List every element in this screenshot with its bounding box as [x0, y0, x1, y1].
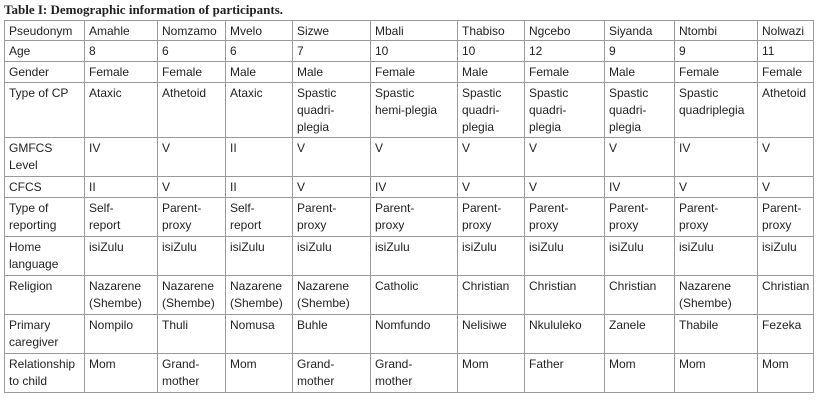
table-cell: isiZulu [226, 237, 293, 276]
table-cell: V [758, 177, 814, 198]
row-label: Gender [5, 62, 85, 83]
table-cell: Ataxic [226, 83, 293, 138]
table-cell: Spastic quadri- plegia [458, 83, 525, 138]
table-cell: Grand- mother [293, 354, 371, 393]
table-cell: Nazarene (Shembe) [675, 276, 758, 315]
table-cell: Athetoid [158, 83, 226, 138]
row-label: CFCS [5, 177, 85, 198]
table-cell: Nomfundo [371, 315, 458, 354]
table-cell: Self- report [85, 198, 158, 237]
table-cell: V [525, 177, 605, 198]
table-cell: 9 [605, 41, 675, 62]
table-row [5, 276, 814, 315]
demographics-table [4, 20, 814, 393]
table-cell: Parent- proxy [758, 198, 814, 237]
table-cell: isiZulu [293, 237, 371, 276]
table-cell: Spastic quadriplegia [675, 83, 758, 138]
table-cell: isiZulu [605, 237, 675, 276]
table-cell: Ntombi [675, 21, 758, 41]
table-cell: V [605, 138, 675, 177]
table-cell: Nazarene (Shembe) [85, 276, 158, 315]
table-cell: Parent- proxy [458, 198, 525, 237]
table-cell: IV [675, 138, 758, 177]
row-label: Relationship to child [5, 354, 85, 393]
table-cell: Parent- proxy [605, 198, 675, 237]
table-cell: Mom [758, 354, 814, 393]
table-row [5, 354, 814, 393]
row-label: Age [5, 41, 85, 62]
table-cell: II [226, 138, 293, 177]
table-cell: IV [371, 177, 458, 198]
table-cell: Female [158, 62, 226, 83]
table-cell: V [158, 177, 226, 198]
table-row [5, 198, 814, 237]
table-cell: Mvelo [226, 21, 293, 41]
table-cell: Spastic hemi-plegia [371, 83, 458, 138]
table-cell: Parent- proxy [525, 198, 605, 237]
table-cell: Mom [85, 354, 158, 393]
table-cell: Athetoid [758, 83, 814, 138]
table-cell: Male [458, 62, 525, 83]
table-row [5, 62, 814, 83]
table-cell: 11 [758, 41, 814, 62]
row-label: Type of CP [5, 83, 85, 138]
table-cell: 6 [158, 41, 226, 62]
table-cell: Nazarene (Shembe) [158, 276, 226, 315]
table-cell: Fezeka [758, 315, 814, 354]
table-cell: Sizwe [293, 21, 371, 41]
table-row [5, 177, 814, 198]
table-caption: Table I: Demographic information of participants. [4, 2, 284, 17]
row-label: Primary caregiver [5, 315, 85, 354]
table-cell: Parent- proxy [293, 198, 371, 237]
table-cell: 10 [371, 41, 458, 62]
table-cell: 7 [293, 41, 371, 62]
table-cell: V [675, 177, 758, 198]
table-cell: Mom [226, 354, 293, 393]
table-cell: 10 [458, 41, 525, 62]
table-cell: Female [525, 62, 605, 83]
table-cell: Nomzamo [158, 21, 226, 41]
table-row [5, 138, 814, 177]
table-row [5, 315, 814, 354]
row-label: Home language [5, 237, 85, 276]
table-cell: Catholic [371, 276, 458, 315]
table-cell: 9 [675, 41, 758, 62]
table-cell: Male [605, 62, 675, 83]
table-cell: Christian [525, 276, 605, 315]
table-cell: Nelisiwe [458, 315, 525, 354]
table-cell: isiZulu [758, 237, 814, 276]
row-label: GMFCS Level [5, 138, 85, 177]
table-cell: Mbali [371, 21, 458, 41]
table-cell: II [85, 177, 158, 198]
table-cell: Spastic quadri- plegia [293, 83, 371, 138]
table-cell: Ataxic [85, 83, 158, 138]
table-cell: isiZulu [675, 237, 758, 276]
table-cell: Christian [758, 276, 814, 315]
table-row [5, 237, 814, 276]
row-label: Religion [5, 276, 85, 315]
table-cell: 6 [226, 41, 293, 62]
table-cell: Thuli [158, 315, 226, 354]
table-cell: Buhle [293, 315, 371, 354]
table-cell: Thabiso [458, 21, 525, 41]
table-cell: IV [605, 177, 675, 198]
table-cell: Mom [675, 354, 758, 393]
table-cell: Self- report [226, 198, 293, 237]
table-cell: Nkululeko [525, 315, 605, 354]
table-cell: Ngcebo [525, 21, 605, 41]
table-row [5, 41, 814, 62]
table-cell: Male [293, 62, 371, 83]
table-cell: II [226, 177, 293, 198]
table-cell: isiZulu [525, 237, 605, 276]
table-cell: Parent- proxy [371, 198, 458, 237]
table-cell: Father [525, 354, 605, 393]
table-cell: Christian [458, 276, 525, 315]
table-cell: isiZulu [371, 237, 458, 276]
table-cell: 8 [85, 41, 158, 62]
table-cell: Nompilo [85, 315, 158, 354]
table-cell: V [758, 138, 814, 177]
table-cell: Female [371, 62, 458, 83]
table-cell: isiZulu [458, 237, 525, 276]
table-cell: 12 [525, 41, 605, 62]
table-cell: Nazarene (Shembe) [226, 276, 293, 315]
table-cell: Female [675, 62, 758, 83]
table-cell: Male [226, 62, 293, 83]
table-cell: isiZulu [85, 237, 158, 276]
table-cell: V [458, 138, 525, 177]
table-row [5, 83, 814, 138]
table-cell: Amahle [85, 21, 158, 41]
table-cell: V [293, 177, 371, 198]
table-cell: Female [85, 62, 158, 83]
table-cell: IV [85, 138, 158, 177]
table-cell: Grand- mother [158, 354, 226, 393]
table-cell: Parent- proxy [675, 198, 758, 237]
table-cell: Nomusa [226, 315, 293, 354]
table-cell: V [293, 138, 371, 177]
table-cell: Nolwazi [758, 21, 814, 41]
table-cell: Female [758, 62, 814, 83]
table-cell: Spastic quadri- plegia [605, 83, 675, 138]
table-cell: Mom [605, 354, 675, 393]
table-cell: Grand- mother [371, 354, 458, 393]
row-label: Type of reporting [5, 198, 85, 237]
table-cell: Thabile [675, 315, 758, 354]
table-cell: V [458, 177, 525, 198]
table-row [5, 21, 814, 41]
table-cell: Christian [605, 276, 675, 315]
row-label: Pseudonym [5, 21, 85, 41]
table-cell: V [158, 138, 226, 177]
table-cell: Zanele [605, 315, 675, 354]
table-cell: Parent- proxy [158, 198, 226, 237]
table-cell: Spastic quadri- plegia [525, 83, 605, 138]
table-cell: Nazarene (Shembe) [293, 276, 371, 315]
table-cell: V [371, 138, 458, 177]
table-cell: isiZulu [158, 237, 226, 276]
table-cell: Mom [458, 354, 525, 393]
table-cell: Siyanda [605, 21, 675, 41]
table-cell: V [525, 138, 605, 177]
